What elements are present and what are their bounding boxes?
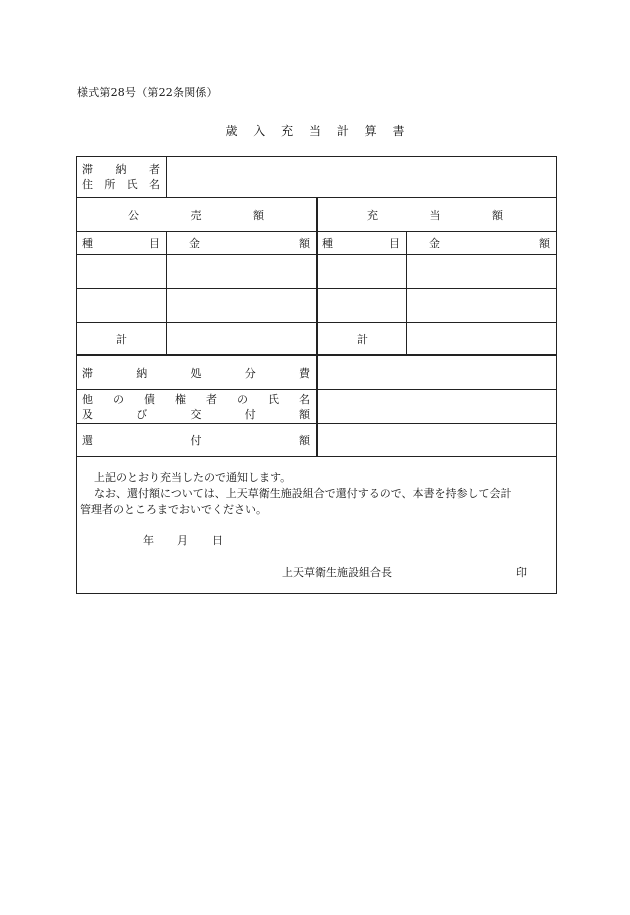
left-amount-entry[interactable] bbox=[167, 255, 316, 288]
right-amount-header bbox=[429, 232, 550, 254]
header-char: 目 bbox=[389, 237, 400, 250]
right-type-entry[interactable] bbox=[319, 255, 406, 288]
header-char: 公 bbox=[128, 208, 139, 222]
label-char: の bbox=[237, 392, 248, 406]
right-amount-entry[interactable] bbox=[407, 289, 556, 322]
notice-line-3: 管理者のところまでおいでください。 bbox=[80, 503, 267, 516]
header-char: 充 bbox=[367, 208, 378, 222]
notice-line-1: 上記のとおり充当したので通知します。 bbox=[94, 471, 292, 484]
header-char: 目 bbox=[149, 237, 160, 250]
notice-line-2: なお、還付額については、上天草衛生施設組合で還付するので、本書を持参して会計 bbox=[94, 487, 512, 500]
date-month: 月 bbox=[177, 534, 188, 547]
allocation-amount-header bbox=[367, 198, 503, 231]
date-day: 日 bbox=[212, 534, 223, 547]
right-type-entry[interactable] bbox=[319, 289, 406, 322]
label-char: 氏 bbox=[268, 392, 279, 406]
title-char: 歳 bbox=[225, 124, 238, 138]
label-char: 権 bbox=[175, 392, 186, 406]
label-char: 所 bbox=[104, 178, 116, 191]
right-total-value[interactable] bbox=[407, 323, 556, 354]
seal-mark: 印 bbox=[516, 566, 527, 579]
label-char: 還 bbox=[82, 434, 93, 447]
label-char: 名 bbox=[299, 392, 310, 406]
left-type-entry[interactable] bbox=[77, 255, 166, 288]
label-char: 費 bbox=[299, 367, 310, 380]
label-char: 処 bbox=[190, 367, 202, 380]
payer-label bbox=[82, 159, 160, 195]
header-char: 金 bbox=[429, 237, 440, 250]
label-char: の bbox=[113, 392, 124, 406]
label-char: 住 bbox=[82, 178, 93, 191]
title-char: 当 bbox=[308, 124, 321, 138]
left-type-header bbox=[82, 232, 160, 254]
other-creditor-label bbox=[82, 390, 310, 423]
label-char: 者 bbox=[206, 392, 217, 406]
title-char: 入 bbox=[253, 124, 266, 138]
header-char: 金 bbox=[189, 237, 200, 250]
left-amount-header bbox=[189, 232, 310, 254]
label-char: 分 bbox=[244, 367, 256, 380]
column-divider bbox=[166, 156, 167, 197]
label-char: 及 bbox=[82, 407, 93, 421]
header-char: 種 bbox=[82, 237, 93, 250]
refund-amount-value[interactable] bbox=[319, 424, 556, 456]
right-type-header bbox=[322, 232, 400, 254]
label-char: 名 bbox=[148, 178, 160, 191]
header-char: 種 bbox=[322, 237, 333, 250]
label-char: 付 bbox=[244, 407, 256, 421]
right-amount-entry[interactable] bbox=[407, 255, 556, 288]
left-amount-entry[interactable] bbox=[167, 289, 316, 322]
center-divider bbox=[316, 197, 318, 456]
payer-value-field[interactable] bbox=[170, 157, 554, 197]
date-year: 年 bbox=[143, 534, 154, 547]
label-char: 他 bbox=[82, 392, 93, 406]
document-title bbox=[0, 122, 630, 139]
row-divider bbox=[76, 456, 557, 457]
disposal-cost-label bbox=[82, 357, 310, 389]
left-total-value[interactable] bbox=[167, 323, 316, 354]
label-char: 額 bbox=[299, 407, 310, 421]
label-char: 氏 bbox=[126, 178, 138, 191]
label-char: 滞 bbox=[82, 163, 93, 176]
left-type-entry[interactable] bbox=[77, 289, 166, 322]
refund-amount-label bbox=[82, 424, 310, 456]
label-char: 滞 bbox=[82, 367, 93, 380]
header-char: 額 bbox=[299, 237, 310, 250]
label-char: 納 bbox=[115, 163, 127, 176]
label-char: び bbox=[136, 407, 148, 421]
form-number: 様式第28号（第22条関係） bbox=[77, 86, 218, 99]
title-char: 計 bbox=[336, 124, 349, 138]
title-char: 充 bbox=[281, 124, 294, 138]
header-char: 額 bbox=[253, 208, 264, 222]
right-total-label: 計 bbox=[357, 332, 368, 346]
header-char: 売 bbox=[190, 208, 202, 222]
label-char: 付 bbox=[190, 434, 202, 447]
disposal-cost-value[interactable] bbox=[319, 357, 556, 389]
title-char: 算 bbox=[364, 124, 377, 138]
label-char: 交 bbox=[190, 407, 202, 421]
label-char: 者 bbox=[149, 163, 160, 176]
public-sale-amount-header bbox=[128, 198, 264, 231]
label-char: 納 bbox=[136, 367, 148, 380]
other-creditor-value[interactable] bbox=[319, 390, 556, 423]
left-total-label: 計 bbox=[116, 332, 127, 346]
header-char: 額 bbox=[492, 208, 503, 222]
header-char: 当 bbox=[429, 208, 441, 222]
label-char: 債 bbox=[144, 392, 155, 406]
header-char: 額 bbox=[539, 237, 550, 250]
title-char: 書 bbox=[392, 124, 405, 138]
issuer-name: 上天草衛生施設組合長 bbox=[282, 566, 392, 579]
label-char: 額 bbox=[299, 434, 310, 447]
